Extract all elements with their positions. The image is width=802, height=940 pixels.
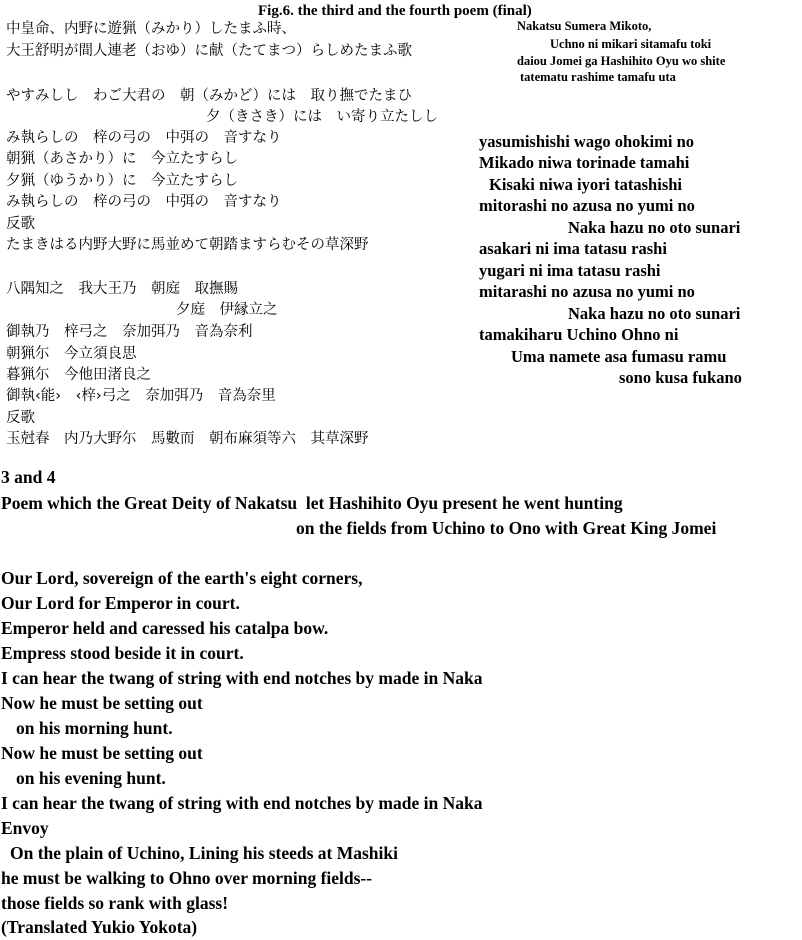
romaji-line: Naka hazu no oto sunari (568, 218, 741, 237)
japanese-line: たまきはる内野大野に馬並めて朝踏ますらむその草深野 (6, 237, 369, 253)
english-line: on his morning hunt. (16, 718, 173, 738)
japanese-line: 反歌 (6, 410, 35, 426)
japanese-line: 夕猟（ゆうかり）に 今立たすらし (6, 173, 238, 189)
japanese-line: 御執‹能› ‹梓›弓之 奈加弭乃 音為奈里 (6, 388, 276, 404)
japanese-line: 八隅知之 我大王乃 朝庭 取撫賜 (6, 281, 238, 297)
english-caption: on the fields from Uchino to Ono with Great King Jomei (296, 518, 717, 538)
english-line: Our Lord, sovereign of the earth's eight corners, (1, 568, 363, 588)
romaji-header-line: tatematu rashime tamafu uta (520, 70, 676, 84)
romaji-line: Mikado niwa torinade tamahi (479, 153, 690, 172)
romaji-line: mitorashi no azusa no yumi no (479, 196, 695, 215)
romaji-line: sono kusa fukano (619, 368, 742, 387)
japanese-line: 朝猟（あさかり）に 今立たすらし (6, 151, 238, 167)
japanese-line: み執らしの 梓の弓の 中弭の 音すなり (6, 130, 282, 146)
japanese-line: 反歌 (6, 216, 35, 232)
japanese-line: やすみしし わご大君の 朝（みかど）には 取り撫でたまひ (6, 88, 412, 104)
english-line: I can hear the twang of string with end notches by made in Naka (1, 793, 483, 813)
english-caption: Poem which the Great Deity of Nakatsu let Hashihito Oyu present he went hunting (1, 493, 623, 513)
romaji-line: mitarashi no azusa no yumi no (479, 282, 695, 301)
english-line: I can hear the twang of string with end notches by made in Naka (1, 668, 483, 688)
english-line: Envoy (1, 818, 49, 838)
figure-title: Fig.6. the third and the fourth poem (final) (258, 3, 532, 19)
english-line: Now he must be setting out (1, 693, 203, 713)
romaji-line: Naka hazu no oto sunari (568, 304, 741, 323)
english-line: he must be walking to Ohno over morning fields-- (1, 868, 373, 888)
romaji-line: asakari ni ima tatasu rashi (479, 239, 667, 258)
romaji-line: Uma namete asa fumasu ramu (511, 347, 727, 366)
japanese-line: 御執乃 梓弓之 奈加弭乃 音為奈利 (6, 324, 253, 340)
japanese-line: 暮猟尓 今他田渚良之 (6, 367, 151, 383)
english-line: on his evening hunt. (16, 768, 166, 788)
japanese-line: み執らしの 梓の弓の 中弭の 音すなり (6, 194, 282, 210)
english-line: those fields so rank with glass! (1, 893, 229, 913)
romaji-line: yugari ni ima tatasu rashi (479, 261, 661, 280)
english-line: Empress stood beside it in court. (1, 643, 244, 663)
japanese-line: 朝猟尓 今立須良思 (6, 346, 137, 362)
translator-credit: (Translated Yukio Yokota) (1, 917, 198, 937)
romaji-line: tamakiharu Uchino Ohno ni (479, 325, 679, 344)
romaji-header-line: Uchno ni mikari sitamafu toki (550, 37, 712, 51)
english-line: On the plain of Uchino, Lining his steeds at Mashiki (10, 843, 398, 863)
romaji-line: Kisaki niwa iyori tatashishi (489, 175, 682, 194)
romaji-header-line: Nakatsu Sumera Mikoto, (517, 19, 652, 33)
english-line: Our Lord for Emperor in court. (1, 593, 240, 613)
english-line: Now he must be setting out (1, 743, 203, 763)
japanese-line: 夕庭 伊縁立之 (176, 302, 278, 318)
japanese-line: 中皇命、内野に遊猟（みかり）したまふ時、 (6, 21, 296, 37)
japanese-line: 夕（きさき）には い寄り立たしし (206, 109, 438, 125)
japanese-line: 玉尅春 内乃大野尓 馬數而 朝布麻須等六 其草深野 (6, 431, 369, 447)
japanese-line: 大王舒明が間人連老（おゆ）に献（たてまつ）らしめたまふ歌 (6, 43, 412, 59)
romaji-header-line: daiou Jomei ga Hashihito Oyu wo shite (517, 54, 726, 68)
english-line: Emperor held and caressed his catalpa bow. (1, 618, 329, 638)
poem-number: 3 and 4 (1, 467, 56, 487)
romaji-line: yasumishishi wago ohokimi no (479, 132, 695, 151)
